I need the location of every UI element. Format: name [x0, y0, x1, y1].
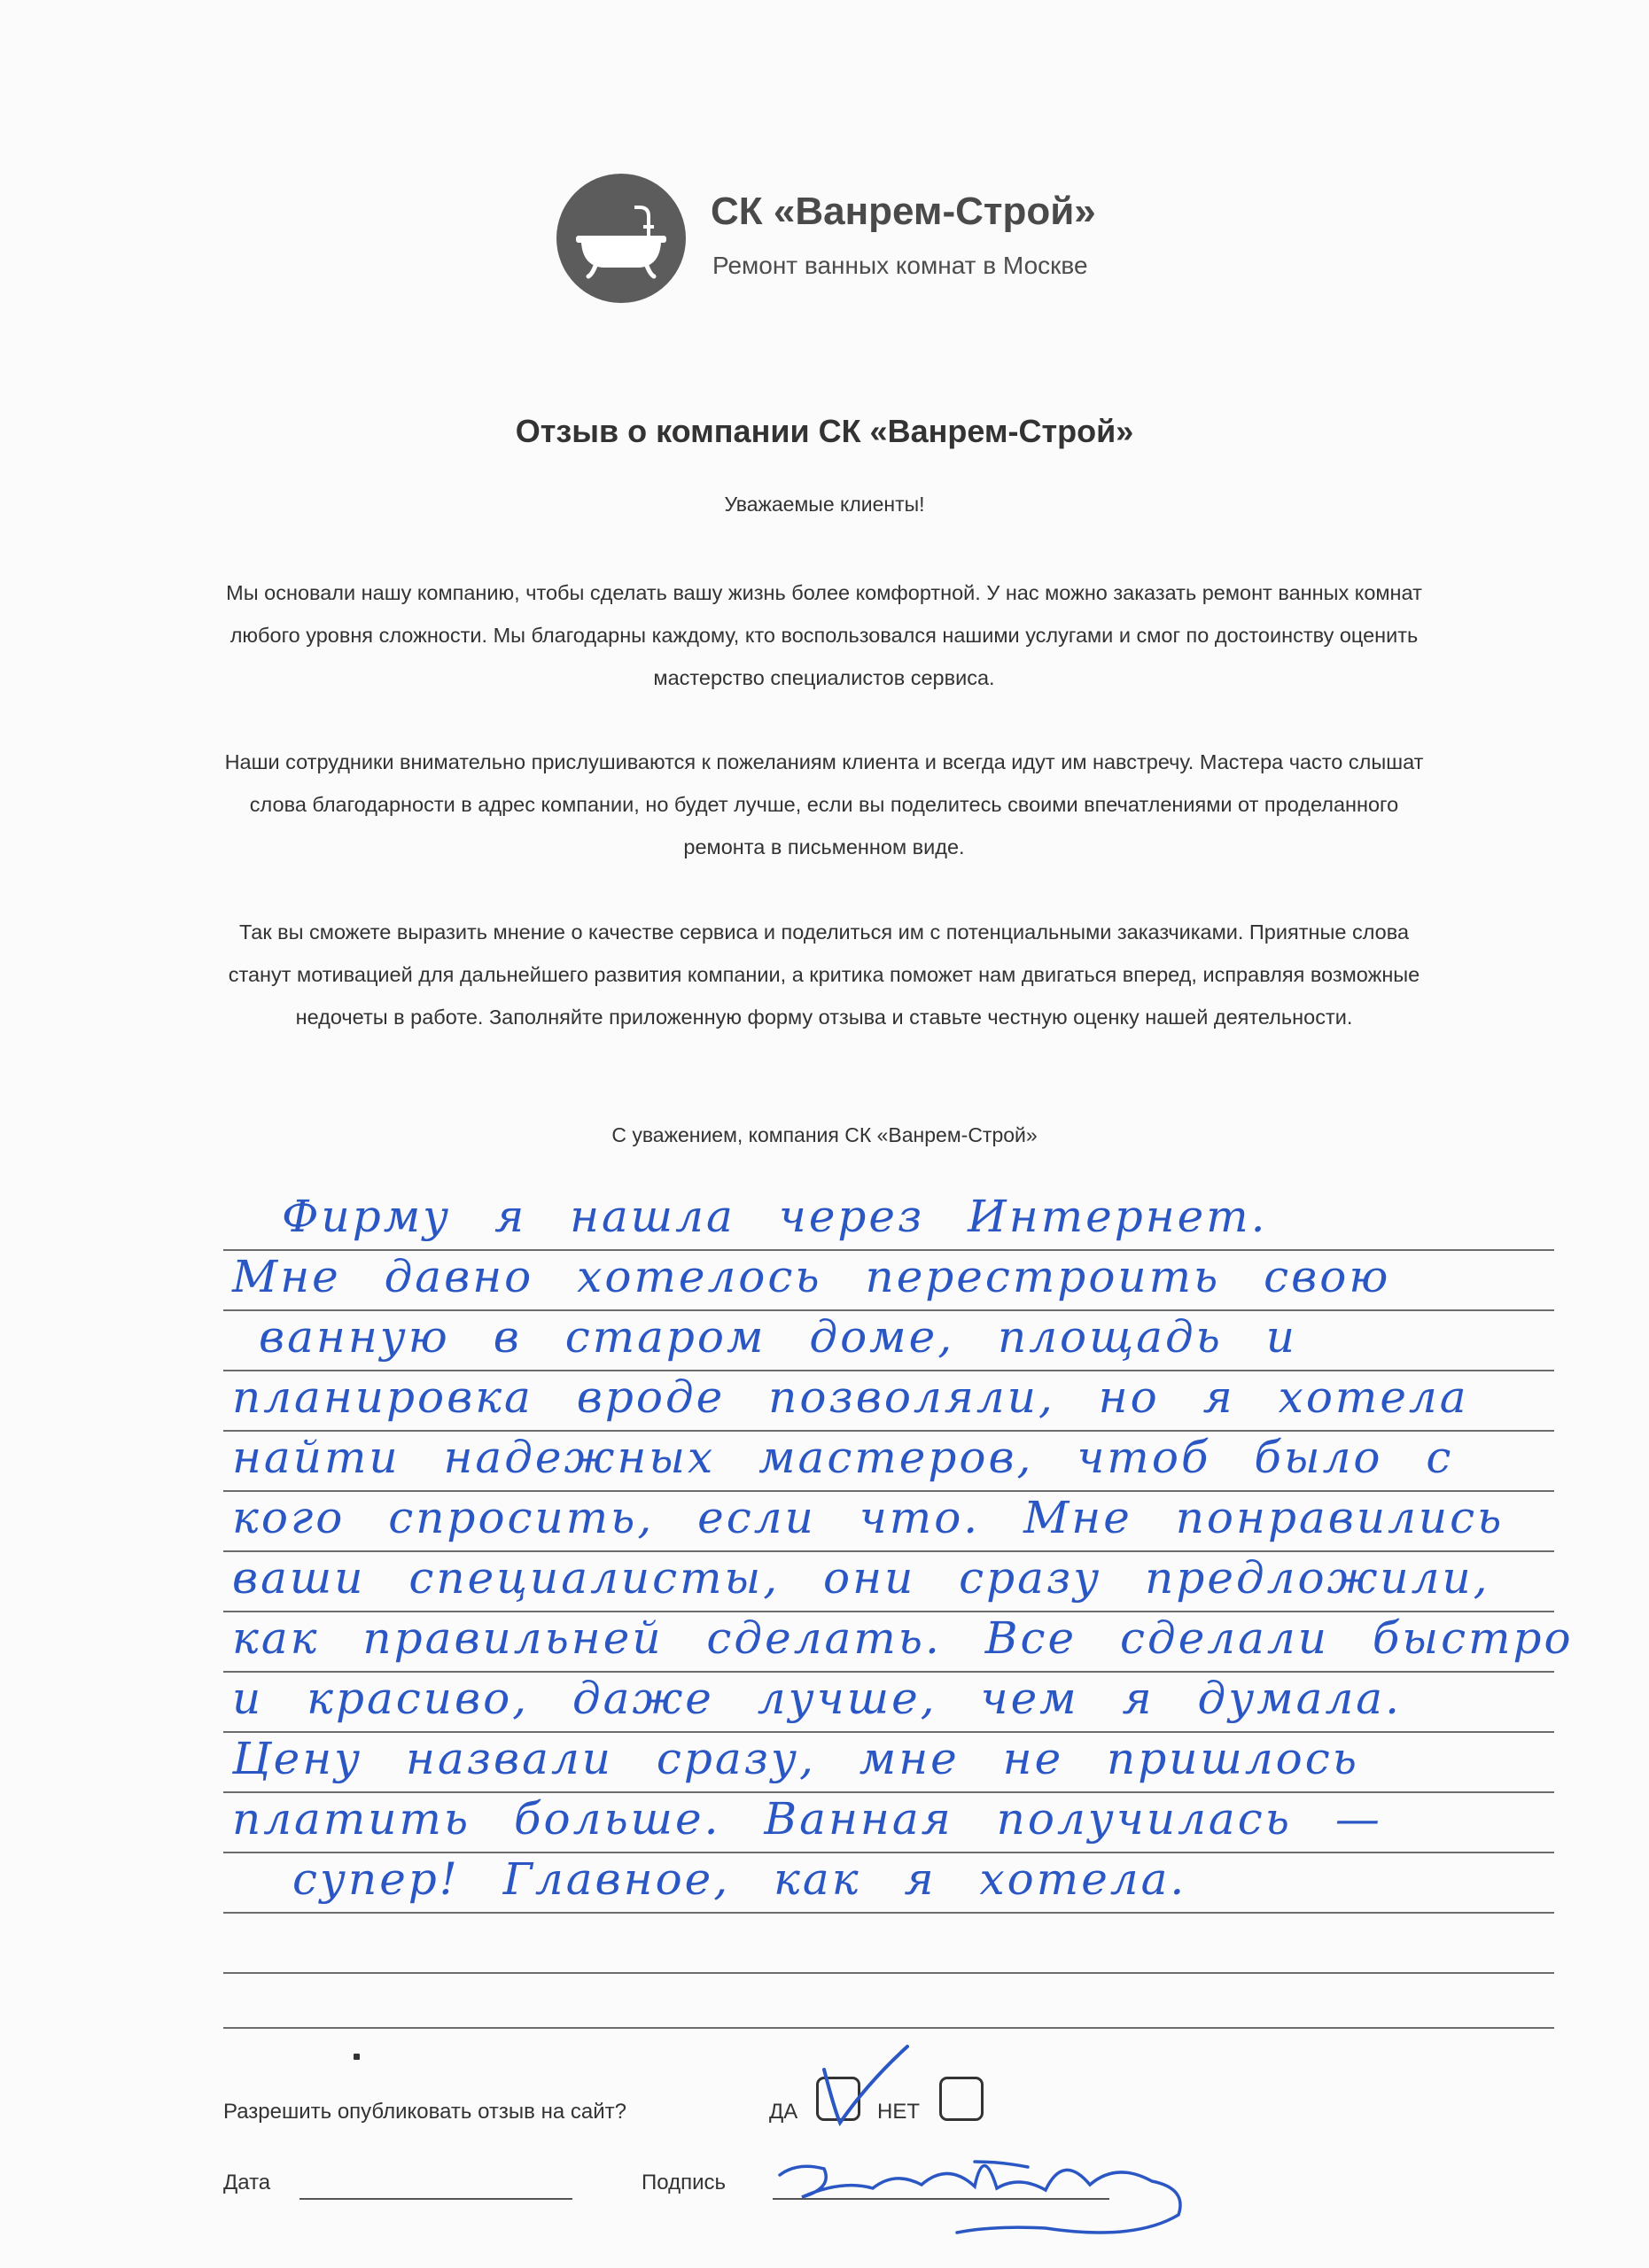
review-line: Цену назвали сразу, мне не пришлось	[232, 1733, 1359, 1784]
review-line: как правильней сделать. Все сделали быстро	[232, 1612, 1574, 1664]
review-line: Фирму я нашла через Интернет.	[282, 1191, 1268, 1242]
review-line: ванную в старом доме, площадь и	[259, 1311, 1298, 1363]
publish-question: Разрешить опубликовать отзыв на сайт?	[223, 2100, 626, 2124]
date-label: Дата	[223, 2171, 271, 2194]
intro-paragraph-2: Наши сотрудники внимательно прислушиваются к пожеланиям клиента и всегда идут им навстречу. Мастера часто слышат слова благодарности в адрес компании, но будет лучше, если вы поделитесь своими впечатлениями от проделанного ремонта в письменном виде.	[224, 750, 1424, 858]
no-checkbox[interactable]	[939, 2077, 984, 2121]
review-line: Мне давно хотелось перестроить свою	[232, 1251, 1391, 1302]
logo	[556, 174, 686, 303]
ruled-line	[223, 1972, 1554, 1974]
ruled-line	[223, 1912, 1554, 1914]
date-field[interactable]	[299, 2198, 572, 2200]
intro-paragraph-1: Мы основали нашу компанию, чтобы сделать вашу жизнь более комфортной. У нас можно заказать ремонт ванных комнат любого уровня сложности. Мы благодарны каждому, кто воспользовался нашими услугами и смог по достоинству оценить мастерство специалистов сервиса.	[226, 581, 1422, 689]
yes-checkbox[interactable]	[816, 2077, 860, 2121]
brand-tagline: Ремонт ванных комнат в Москве	[712, 252, 1088, 279]
closing-signature: С уважением, компания СК «Ванрем-Строй»	[611, 1123, 1038, 1146]
greeting: Уважаемые клиенты!	[724, 493, 925, 516]
review-line: найти надежных мастеров, чтоб было с	[232, 1432, 1454, 1483]
review-line: кого спросить, если что. Мне понравились	[232, 1492, 1505, 1543]
no-label: НЕТ	[877, 2100, 920, 2124]
signature-field[interactable]	[773, 2198, 1109, 2200]
review-line: платить больше. Ванная получилась —	[232, 1793, 1382, 1845]
review-line: планировка вроде позволяли, но я хотела	[232, 1371, 1469, 1423]
ruled-line	[223, 2027, 1554, 2029]
review-line: и красиво, даже лучше, чем я думала.	[232, 1673, 1403, 1724]
ink-dot	[354, 2054, 360, 2060]
intro-paragraph-3: Так вы сможете выразить мнение о качестве сервиса и поделиться им с потенциальными заказчиками. Приятные слова станут мотивацией для дальнейшего развития компании, а критика поможет нам двигаться вперед, исправляя возможные недочеты в работе. Заполняйте приложенную форму отзыва и ставьте честную оценку нашей деятельности.	[228, 920, 1420, 1029]
review-line: супер! Главное, как я хотела.	[292, 1853, 1187, 1905]
review-line: ваши специалисты, они сразу предложили,	[232, 1552, 1490, 1604]
bathtub-icon	[556, 174, 686, 303]
signature-scribble-icon	[780, 2162, 1180, 2233]
signature-label: Подпись	[642, 2171, 726, 2194]
brand-name: СК «Ванрем-Строй»	[711, 190, 1096, 233]
document-title: Отзыв о компании СК «Ванрем-Строй»	[515, 413, 1134, 449]
yes-label: ДА	[769, 2100, 798, 2124]
